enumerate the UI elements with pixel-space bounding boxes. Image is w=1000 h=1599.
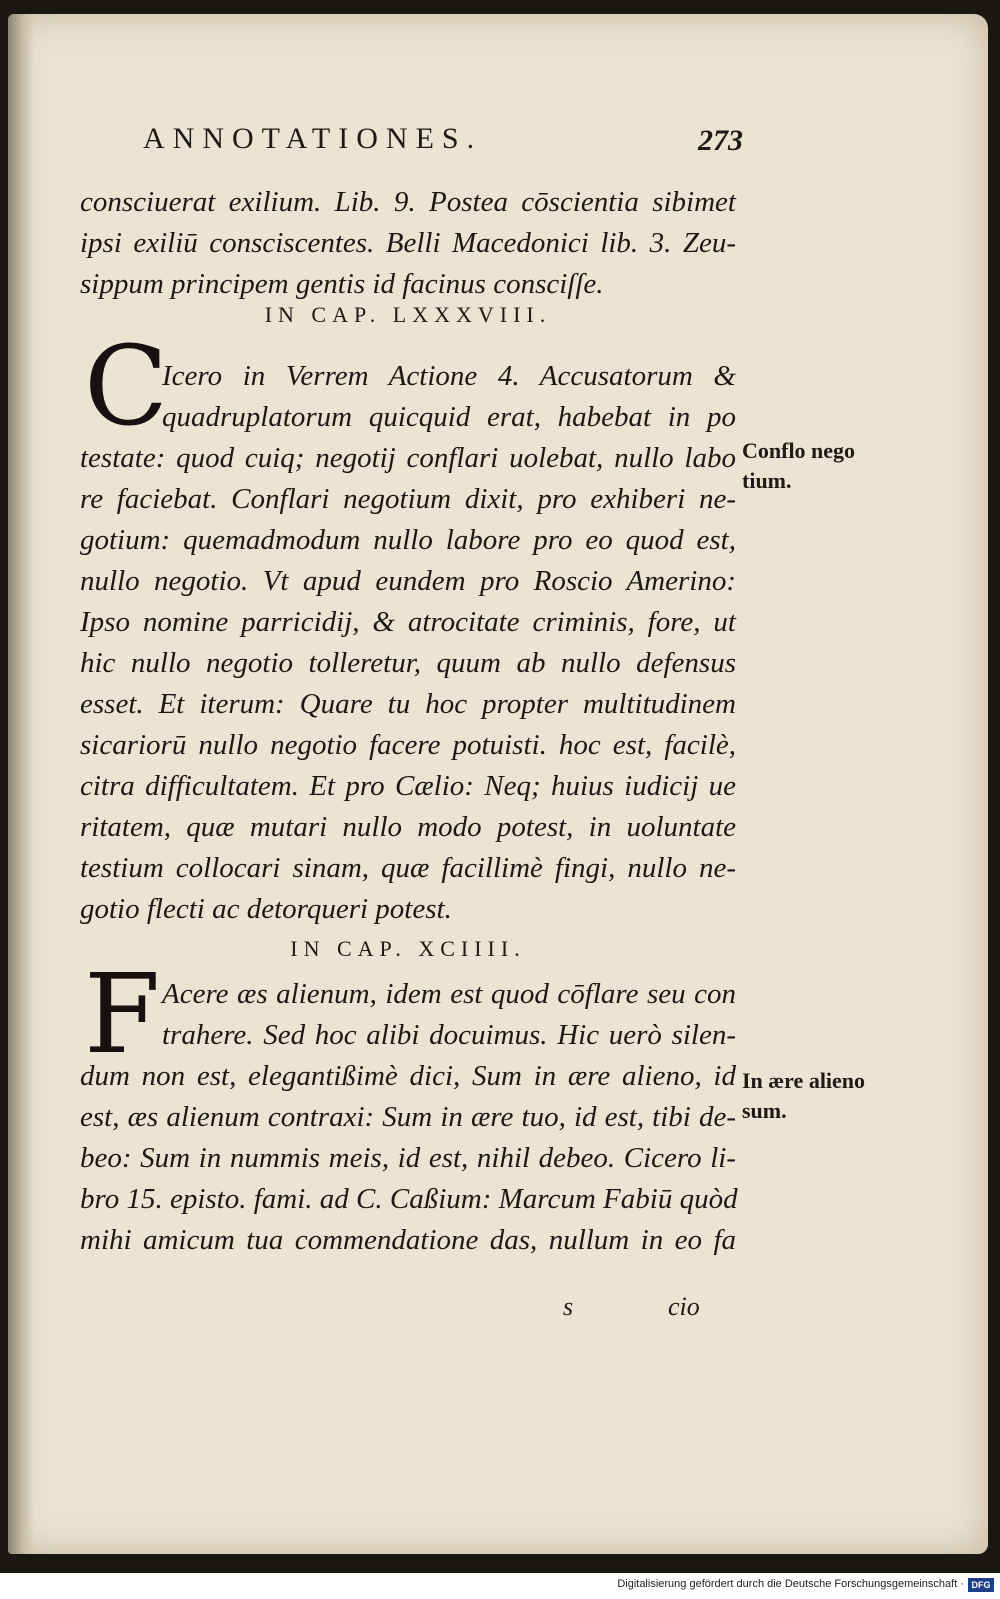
text-line: quadruplatorum quicquid erat, habebat in po xyxy=(162,401,736,433)
text-line: mihi amicum tua commendatione das, nullum in eo fa xyxy=(80,1224,736,1256)
text-line: Ipso nomine parricidij, & atrocitate criminis, fore, ut xyxy=(80,606,736,638)
section-heading-88: IN CAP. LXXXVIII. xyxy=(264,302,552,327)
margin-note-line: In ære alieno xyxy=(742,1068,866,1093)
text-line: citra difficultatem. Et pro Cælio: Neq; huius iudicij ue xyxy=(80,770,736,802)
text-line: esset. Et iterum: Quare tu hoc propter multitudinem xyxy=(80,688,736,720)
text-line: gotio flecti ac detorqueri potest. xyxy=(80,893,452,925)
margin-note-line: tium. xyxy=(742,468,792,493)
text-line: Icero in Verrem Actione 4. Accusatorum & xyxy=(162,360,736,392)
section1-paragraph xyxy=(80,356,736,930)
drop-initial-c: C xyxy=(84,322,169,450)
text-line: dum non est, elegantißimè dici, Sum in ære alieno, id xyxy=(80,1060,736,1092)
intro-paragraph xyxy=(80,182,736,305)
dfg-logo: DFG xyxy=(968,1578,994,1592)
margin-note-line: sum. xyxy=(742,1098,787,1123)
text-line: gotium: quemadmodum nullo labore pro eo quod est, xyxy=(80,524,736,556)
credit-bar xyxy=(0,1573,1000,1599)
text-line: sicariorū nullo negotio facere potuisti. hoc est, facilè, xyxy=(80,729,736,761)
text-line: nullo negotio. Vt apud eundem pro Roscio Amerino: xyxy=(80,565,736,597)
text-line: re faciebat. Conflari negotium dixit, pro exhiberi ne- xyxy=(80,483,736,515)
drop-initial-f: F xyxy=(84,950,161,1078)
page-header xyxy=(143,122,743,162)
margin-note-line: Conflo nego xyxy=(742,438,856,463)
digitization-credit: Digitalisierung gefördert durch die Deutsche Forschungsgemeinschaft · xyxy=(617,1578,964,1590)
text-line: trahere. Sed hoc alibi docuimus. Hic uerò silen- xyxy=(162,1019,736,1051)
section-heading-94: IN CAP. XCIIII. xyxy=(290,936,526,961)
book-page xyxy=(8,14,988,1554)
text-line: ipsi exiliū consciscentes. Belli Macedonici lib. 3. Zeu- xyxy=(80,227,736,259)
catchword: cio xyxy=(668,1292,700,1321)
page-gutter xyxy=(8,14,34,1554)
text-line: testium collocari sinam, quæ facillimè fingi, nullo ne- xyxy=(80,852,736,884)
signature-mark: s xyxy=(563,1292,574,1321)
text-line: ritatem, quæ mutari nullo modo potest, in uoluntate xyxy=(80,811,736,843)
section2-paragraph xyxy=(80,974,736,1261)
margin-note-conflo xyxy=(742,436,902,496)
text-line: hic nullo negotio tolleretur, quum ab nullo defensus xyxy=(80,647,736,679)
text-line: beo: Sum in nummis meis, id est, nihil debeo. Cicero li- xyxy=(80,1142,736,1174)
text-line: consciuerat exilium. Lib. 9. Postea cōscientia sibimet xyxy=(80,186,736,218)
text-line: sippum principem gentis id facinus consciſſe. xyxy=(80,268,604,300)
running-title: ANNOTATIONES. xyxy=(143,122,483,155)
text-line: testate: quod cuiq; negotij conflari uolebat, nullo labo xyxy=(80,442,736,474)
text-line: bro 15. episto. fami. ad C. Caßium: Marcum Fabiū quòd xyxy=(80,1183,738,1215)
text-line: est, æs alienum contraxi: Sum in ære tuo, id est, tibi de- xyxy=(80,1101,736,1133)
text-line: Acere æs alienum, idem est quod cōflare seu con xyxy=(162,978,736,1010)
page-number: 273 xyxy=(698,124,743,157)
margin-note-in-aere-alieno xyxy=(742,1066,902,1126)
